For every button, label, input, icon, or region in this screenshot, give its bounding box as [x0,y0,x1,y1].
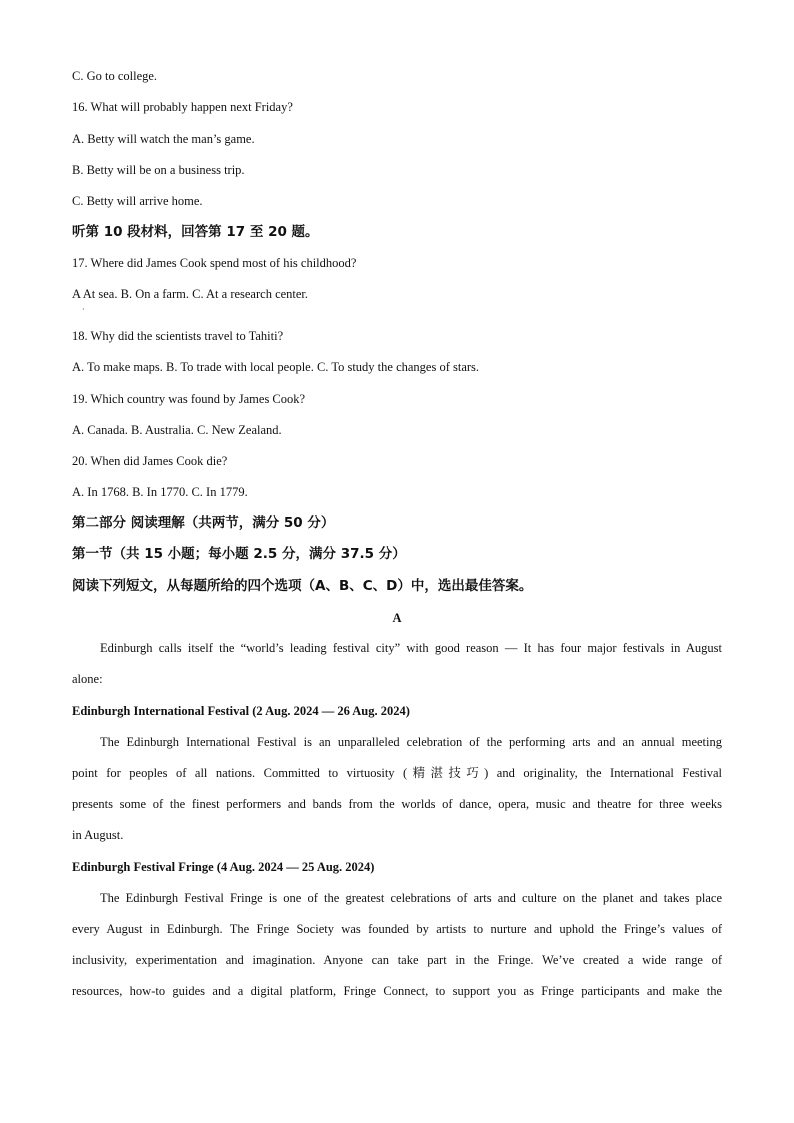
question-16: 16. What will probably happen next Friday? [72,100,293,114]
passage-p3-line2: every August in Edinburgh. The Fringe Society was founded by artists to nurture and uphold the Fringe’s values of [72,922,722,936]
passage-p3-line3: inclusivity, experimentation and imagination. Anyone can take part in the Fringe. We’ve created a wide range of [72,953,722,967]
passage-p3-line1: The Edinburgh Festival Fringe is one of the greatest celebrations of arts and culture on the planet and takes place [100,891,722,905]
festival-heading-fringe: Edinburgh Festival Fringe (4 Aug. 2024 — 25 Aug. 2024) [72,860,375,874]
passage-label: A [392,611,402,625]
question-20: 20. When did James Cook die? [72,454,228,468]
question-17: 17. Where did James Cook spend most of his childhood? [72,256,357,270]
option-16b: B. Betty will be on a business trip. [72,163,245,177]
option-16c: C. Betty will arrive home. [72,194,203,208]
reading-instruction: 阅读下列短文，从每题所给的四个选项（A、B、C、D）中，选出最佳答案。 [72,578,533,594]
section-instruction-10: 听第 10 段材料，回答第 17 至 20 题。 [72,224,319,240]
passage-p2-line4: in August. [72,828,124,842]
question-18: 18. Why did the scientists travel to Tahiti? [72,329,284,343]
section-one-heading: 第一节（共 15 小题；每小题 2.5 分，满分 37.5 分） [72,546,406,562]
option-16a: A. Betty will watch the man’s game. [72,132,255,146]
options-17: A At sea. B. On a farm. C. At a research center. [72,287,309,301]
options-19: A. Canada. B. Australia. C. New Zealand. [72,423,282,437]
options-20: A. In 1768. B. In 1770. C. In 1779. [72,485,248,499]
passage-p2-line2: point for peoples of all nations. Committed to virtuosity (精湛技巧) and originality, the International Festival [72,766,722,780]
passage-p1-line1: Edinburgh calls itself the “world’s leading festival city” with good reason — It has four major festivals in August [100,641,722,655]
part-two-heading: 第二部分 阅读理解（共两节，满分 50 分） [72,515,335,531]
question-19: 19. Which country was found by James Cook? [72,392,306,406]
options-18: A. To make maps. B. To trade with local people. C. To study the changes of stars. [72,360,480,374]
option-15c: C. Go to college. [72,69,158,83]
passage-p2-line1: The Edinburgh International Festival is an unparalleled celebration of the performing arts and an annual meeting [100,735,722,749]
passage-p3-line4: resources, how-to guides and a digital platform, Fringe Connect, to support you as Fringe participants and make the [72,984,722,998]
festival-heading-international: Edinburgh International Festival (2 Aug. 2024 — 26 Aug. 2024) [72,704,410,718]
stray-dot: · [82,305,85,314]
passage-p2-line3: presents some of the finest performers and bands from the worlds of dance, opera, music and theatre for three weeks [72,797,722,811]
passage-p1-line2: alone: [72,672,103,686]
